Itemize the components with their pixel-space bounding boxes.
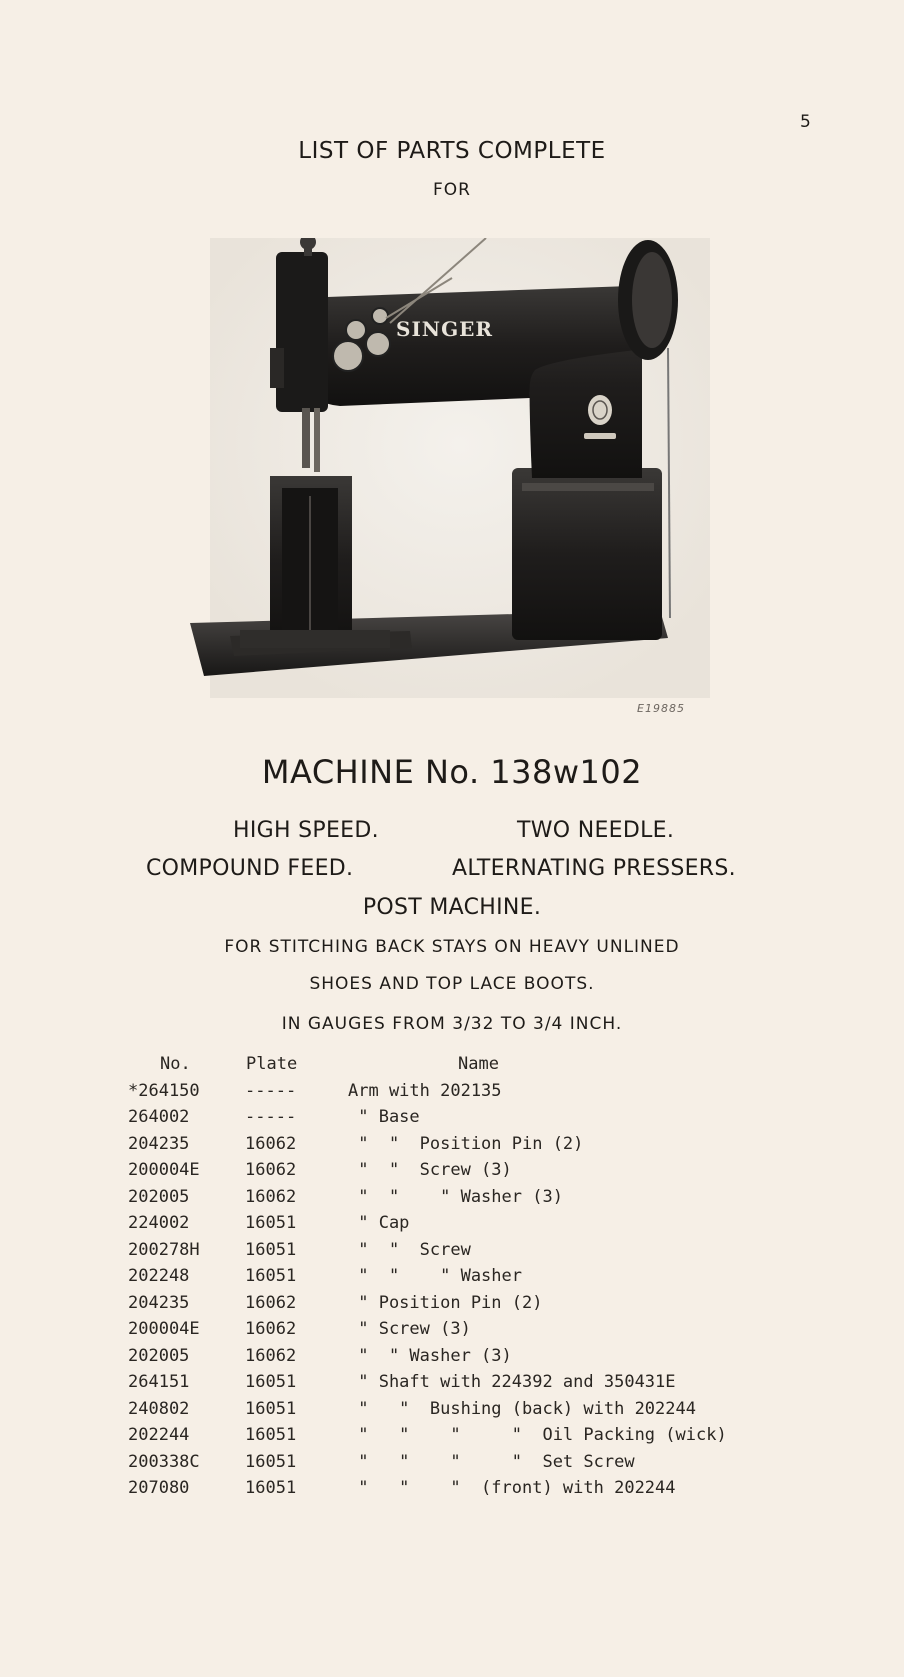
- singer-logo: SINGER: [396, 317, 494, 341]
- table-row: [118, 1372, 838, 1399]
- plate-number: 16051: [245, 1478, 297, 1498]
- gauge-min: 3/32: [452, 1014, 495, 1034]
- part-number: 240802: [128, 1398, 190, 1419]
- table-row: [118, 1081, 838, 1108]
- sewing-machine-illustration: [190, 238, 730, 728]
- part-number: 224002: [128, 1213, 190, 1233]
- table-row: [118, 1452, 838, 1479]
- header-plate: Plate: [246, 1054, 298, 1074]
- table-row: [118, 1213, 838, 1240]
- table-row: [118, 1240, 838, 1267]
- spec-compound-feed: COMPOUND FEED.: [146, 856, 354, 881]
- part-name: " " Position Pin (2): [348, 1133, 584, 1154]
- part-name: " Cap: [348, 1213, 410, 1233]
- part-number: 200338C: [128, 1451, 200, 1472]
- part-number: 200004E: [128, 1160, 200, 1180]
- plate-number: 16062: [245, 1186, 297, 1207]
- table-row: [118, 1399, 838, 1426]
- page-title: LIST OF PARTS COMPLETE: [298, 138, 606, 164]
- purpose-line-1: FOR STITCHING BACK STAYS ON HEAVY UNLINED: [224, 937, 680, 957]
- part-name: " " Washer (3): [348, 1345, 512, 1366]
- part-number: 264151: [128, 1372, 190, 1392]
- part-name: " " Screw (3): [348, 1160, 512, 1180]
- plate-number: 16062: [245, 1345, 297, 1366]
- part-name: " " " Washer: [348, 1266, 522, 1286]
- plate-number: 16051: [245, 1425, 297, 1445]
- part-name: " " " (front) with 202244: [348, 1478, 676, 1498]
- part-name: Arm with 202135: [348, 1080, 502, 1101]
- page-subtitle: FOR: [433, 180, 471, 200]
- table-row: [118, 1346, 838, 1373]
- part-name: " Shaft with 224392 and 350431E: [348, 1372, 676, 1392]
- plate-number: -----: [245, 1107, 297, 1127]
- parts-table-body: [118, 1081, 838, 1505]
- part-name: " " " " Set Screw: [348, 1451, 635, 1472]
- part-number: 204235: [128, 1133, 190, 1154]
- machine-number: MACHINE No. 138w102: [261, 753, 643, 791]
- part-name: " Screw (3): [348, 1319, 471, 1339]
- part-number: 202005: [128, 1186, 190, 1207]
- plate-number: 16062: [245, 1292, 297, 1313]
- plate-number: 16062: [245, 1133, 297, 1154]
- singer-medallion: [588, 395, 612, 425]
- part-name: " Position Pin (2): [348, 1292, 543, 1313]
- plate-number: 16051: [245, 1372, 297, 1392]
- plate-number: 16062: [245, 1160, 297, 1180]
- spec-post-machine: POST MACHINE.: [362, 895, 542, 920]
- part-number: 202244: [128, 1425, 190, 1445]
- part-number: 207080: [128, 1478, 190, 1498]
- part-number: 202248: [128, 1266, 190, 1286]
- part-name: " Base: [348, 1107, 420, 1127]
- parts-table: [118, 1054, 838, 1505]
- table-row: [118, 1187, 838, 1214]
- spec-alternating-pressers: ALTERNATING PRESSERS.: [452, 856, 736, 881]
- plate-number: 16051: [245, 1213, 297, 1233]
- gauges-prefix: IN GAUGES FROM: [281, 1014, 446, 1034]
- machine-pillar: [512, 468, 662, 640]
- plate-number: 16051: [245, 1398, 297, 1419]
- part-number: 264002: [128, 1107, 190, 1127]
- part-name: " " Screw: [348, 1239, 471, 1260]
- spec-high-speed: HIGH SPEED.: [233, 818, 379, 843]
- table-row: [118, 1160, 838, 1187]
- header-no: No.: [160, 1054, 191, 1074]
- page-number: 5: [800, 112, 812, 132]
- parts-table-header: [118, 1054, 838, 1081]
- purpose-line-2: SHOES AND TOP LACE BOOTS.: [309, 974, 595, 994]
- table-row: [118, 1293, 838, 1320]
- header-name: Name: [458, 1054, 499, 1074]
- spec-two-needle: TWO NEEDLE.: [517, 818, 675, 843]
- gauges-mid: TO: [500, 1014, 527, 1034]
- part-name: " " Bushing (back) with 202244: [348, 1398, 696, 1419]
- part-number: 204235: [128, 1292, 190, 1313]
- plate-number: 16062: [245, 1319, 297, 1339]
- part-number: 202005: [128, 1345, 190, 1366]
- part-number: *264150: [128, 1080, 200, 1101]
- plate-number: 16051: [245, 1266, 297, 1286]
- table-row: [118, 1425, 838, 1452]
- gauge-max: 3/4: [533, 1014, 564, 1034]
- part-number: 200278H: [128, 1239, 200, 1260]
- plate-number: -----: [245, 1080, 297, 1101]
- table-row: [118, 1266, 838, 1293]
- plate-number: 16051: [245, 1239, 297, 1260]
- part-name: " " " Washer (3): [348, 1186, 563, 1207]
- table-row: [118, 1134, 838, 1161]
- table-row: [118, 1478, 838, 1505]
- part-number: 200004E: [128, 1319, 200, 1339]
- gauges-suffix: INCH.: [569, 1014, 623, 1034]
- gauge-range: [0, 1014, 904, 1034]
- part-name: " " " " Oil Packing (wick): [348, 1425, 727, 1445]
- table-row: [118, 1319, 838, 1346]
- photo-caption: E19885: [637, 702, 685, 715]
- plate-number: 16051: [245, 1451, 297, 1472]
- table-row: [118, 1107, 838, 1134]
